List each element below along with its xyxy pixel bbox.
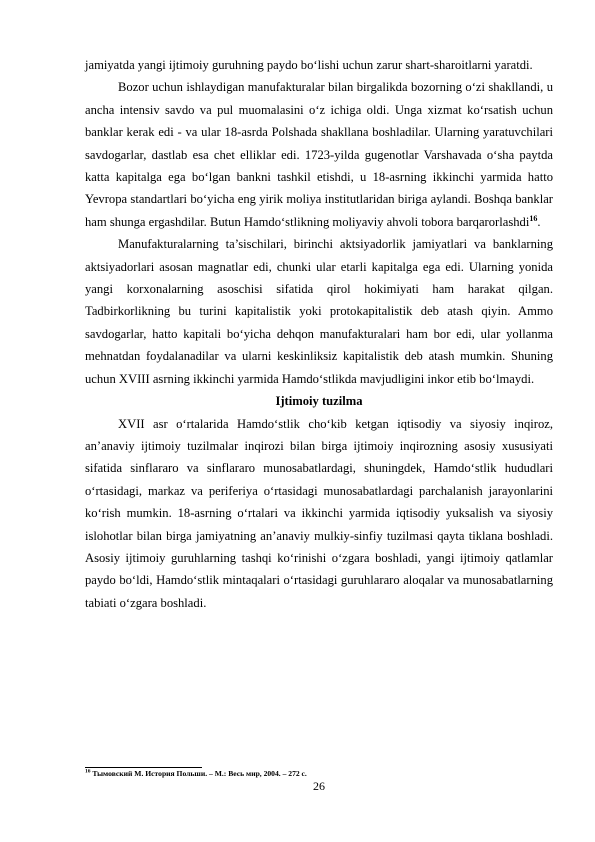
paragraph-2 — [85, 76, 553, 233]
footnote-number: 16 — [85, 768, 91, 775]
footnote-divider — [85, 767, 202, 768]
section-heading: Ijtimoiy tuzilma — [275, 394, 363, 409]
footnote-text: Тымовский М. История Польши. – М.: Весь мир, 2004. – 272 с. — [90, 769, 307, 778]
page-number: 26 — [313, 779, 325, 793]
paragraph-4: XVII asr o‘rtalarida Hamdo‘stlik cho‘kib ketgan iqtisodiy va siyosiy inqiroz, an’anaviy ijtimoiy tuzilmalar inqirozi bilan birga ijtimoiy inqirozning asosiy xususiyati sifatida sinflararo va sinflararo munosabatlardagi, shuningdek, Hamdo‘stlik hududlari o‘rtasidagi, markaz va periferiya o‘rtasidagi munosabatlardagi parchalanish jarayonlarini ko‘rish mumkin. 18-asrning o‘rtalari va ikkinchi yarmida iqtisodiy yuksalish va siyosiy islohotlar bilan birga jamiyatning an’anaviy mulkiy-sinfiy tuzilmasi qayta tiklana boshladi. Asosiy ijtimoiy guruhlarning tashqi ko‘rinishi o‘zgara boshladi, yangi ijtimoiy qatlamlar paydo bo‘ldi, Hamdo‘stlik mintaqalari o‘rtasidagi guruhlararo aloqalar va munosabatlarning tabiati o‘zgara boshladi. — [85, 416, 553, 610]
footnote-reference[interactable]: 16 — [529, 213, 538, 223]
paragraph-2-end: . — [537, 214, 541, 229]
paragraph-1: jamiyatda yangi ijtimoiy guruhning paydo bo‘lishi uchun zarur shart-sharoitlarni yaratdi. — [85, 58, 533, 72]
page-body — [85, 54, 553, 614]
paragraph-2-text: Bozor uchun ishlaydigan manufakturalar bilan birgalikda bozorning o‘zi shakllandi, u ancha intensiv savdo va pul muomalasini o‘z ichiga oldi. Unga xizmat ko‘rsatish uchun banklar kerak edi - va ular 18-asrda Polshada shakllana boshladilar. Ularning yaratuvchilari savdogarlar, dastlab esa chet elliklar edi. 1723-yilda gugenotlar Varshavada o‘sha paytda katta kapitalga ega bo‘lgan bankni tashkil etishdi, u 18-asrning ikkinchi yarmida hatto Yevropa standartlari bo‘yicha eng yirik moliya institutlaridan biriga aylandi. Boshqa banklar ham shunga ergashdilar. Butun Hamdo‘stlikning moliyaviy ahvoli tobora barqarorlashdi — [85, 80, 553, 229]
paragraph-3: Manufakturalarning ta’sischilari, birinchi aktsiyadorlik jamiyatlari va banklarning aktsiyadorlari asosan magnatlar edi, chunki ular etarli kapitalga ega edi. Ularning yonida yangi korxonalarning asoschisi sifatida qirol hokimiyati ham harakat qilgan. Tadbirkorlikning bu turini kapitalistik yoki protokapitalistik deb atash qiyin. Ammo savdogarlar, hatto kapitali bo‘yicha dehqon manufakturalari ham bor edi, ular yollanma mehnatdan foydalanadilar va ularni keskinliksiz kapitalistik deb atash mumkin. Shuning uchun XVIII asrning ikkinchi yarmida Hamdo‘stlikda mavjudligini inkor etib bo‘lmaydi. — [85, 237, 553, 386]
footnote — [85, 769, 553, 779]
